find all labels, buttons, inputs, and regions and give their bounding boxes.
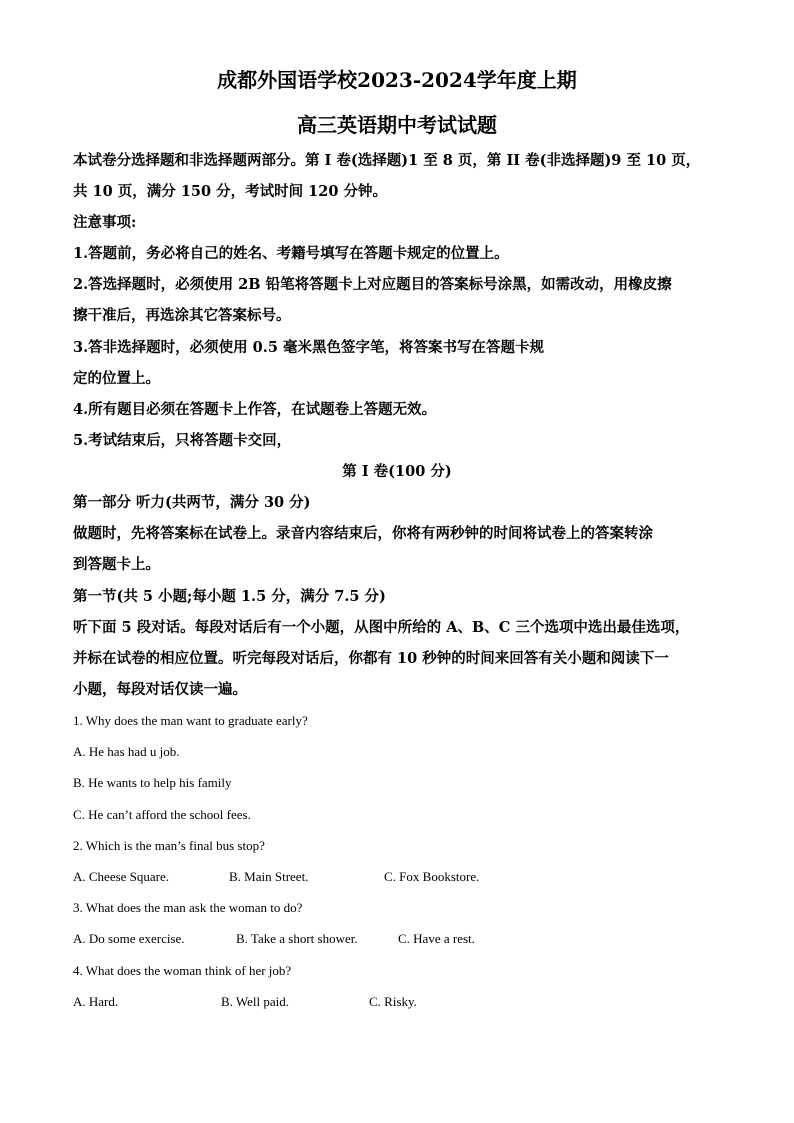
subsection1-instruction-line-1: 听下面 5 段对话。每段对话后有一个小题，从图中所给的 A、B、C 三个选项中选出最佳选项， [73,619,690,636]
question-1-option-b: B. He wants to help his family [73,775,232,790]
question-3-option-a: A. Do some exercise. [73,931,185,946]
question-2-stem: 2. Which is the man’s final bus stop? [73,838,265,853]
question-1-stem: 1. Why does the man want to graduate early? [73,713,308,728]
note-item-2-line-2: 擦干准后，再选涂其它答案标号。 [73,307,291,324]
question-1-option-c: C. He can’t afford the school fees. [73,807,251,822]
subsection1-instruction-line-2: 并标在试卷的相应位置。听完每段对话后，你都有 10 秒钟的时间来回答有关小题和阅读下一 [73,650,669,667]
note-item-2-line-1: 2.答选择题时，必须使用 2B 铅笔将答题卡上对应题目的答案标号涂黑，如需改动，用橡皮擦 [73,276,672,293]
note-item-3-line-1: 3.答非选择题时，必须使用 0.5 毫米黑色签字笔，将答案书写在答题卡规 [73,339,544,356]
question-3-stem: 3. What does the man ask the woman to do? [73,900,303,915]
note-item-4: 4.所有题目必须在答题卡上作答，在试题卷上答题无效。 [73,401,437,418]
question-3-option-c: C. Have a rest. [398,931,475,946]
exam-title: 高三英语期中考试试题 [297,113,497,137]
intro-line-1: 本试卷分选择题和非选择题两部分。第 I 卷(选择题)1 至 8 页，第 II 卷(非选择题)9 至 10 页， [73,152,701,169]
subsection1-instruction-line-3: 小题，每段对话仅读一遍。 [73,681,247,698]
subsection1-title: 第一节(共 5 小题;每小题 1.5 分，满分 7.5 分) [73,588,386,605]
part1-instruction-line-2: 到答题卡上。 [73,556,160,573]
note-item-3-line-2: 定的位置上。 [73,370,160,387]
question-2-option-c: C. Fox Bookstore. [384,869,480,884]
note-item-5: 5.考试结束后，只将答题卡交回， [73,432,292,449]
question-4-stem: 4. What does the woman think of her job? [73,963,292,978]
intro-line-2: 共 10 页，满分 150 分，考试时间 120 分钟。 [73,183,388,200]
question-4-option-b: B. Well paid. [221,994,290,1009]
question-2-option-b: B. Main Street. [229,869,309,884]
volume-title: 第 I 卷(100 分) [342,463,452,480]
question-2-option-a: A. Cheese Square. [73,869,170,884]
note-item-1: 1.答题前，务必将自己的姓名、考籍号填写在答题卡规定的位置上。 [73,245,509,262]
notes-heading: 注意事项: [73,214,137,231]
question-1-option-a: A. He has had u job. [73,744,180,759]
part1-title: 第一部分 听力(共两节，满分 30 分) [73,494,311,511]
question-4-option-c: C. Risky. [369,994,417,1009]
question-3-option-b: B. Take a short shower. [236,931,358,946]
part1-instruction-line-1: 做题时，先将答案标在试卷上。录音内容结束后，你将有两秒钟的时间将试卷上的答案转涂 [73,525,653,542]
school-title: 成都外国语学校2023-2024学年度上期 [217,68,577,92]
question-4-option-a: A. Hard. [73,994,119,1009]
